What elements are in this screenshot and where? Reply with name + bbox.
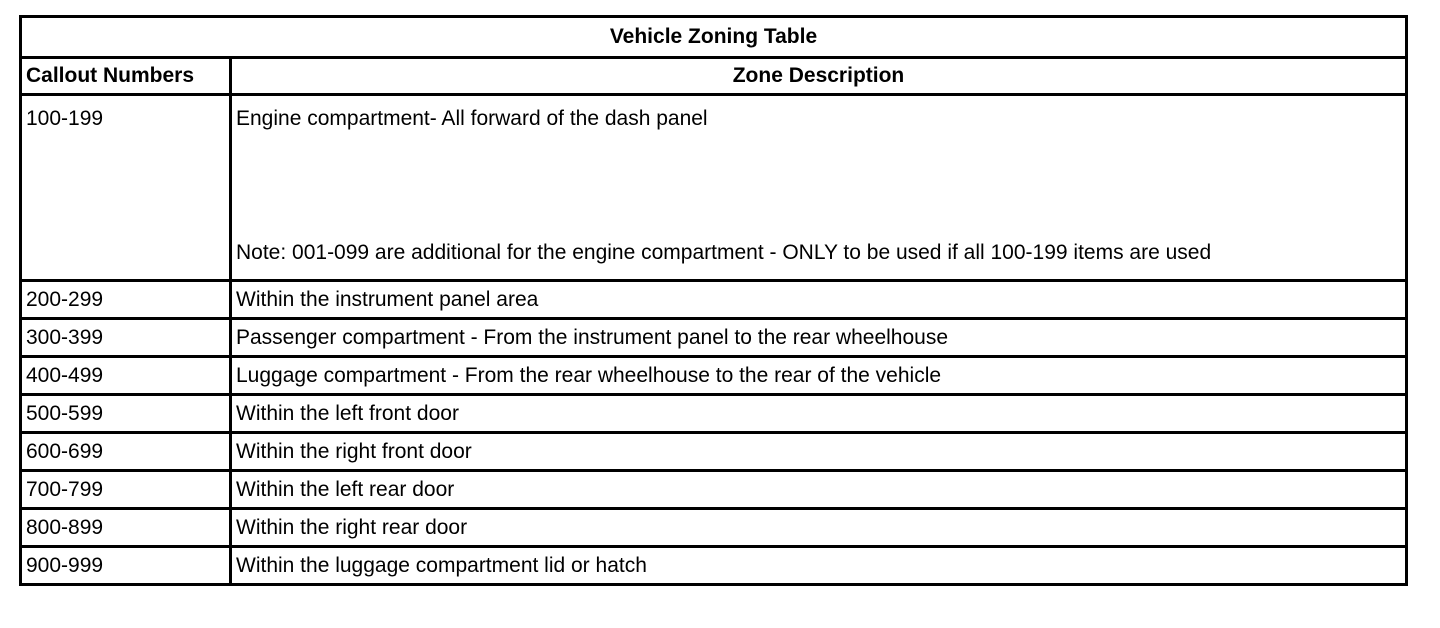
description-cell: Within the right rear door xyxy=(231,509,1407,547)
description-cell xyxy=(231,95,1407,281)
description-cell: Luggage compartment - From the rear wheelhouse to the rear of the vehicle xyxy=(231,357,1407,395)
table-title-row xyxy=(21,17,1407,58)
table-row xyxy=(21,319,1407,357)
callout-cell: 400-499 xyxy=(21,357,231,395)
description-text: Engine compartment- All forward of the dash panel xyxy=(236,107,708,130)
callout-cell: 200-299 xyxy=(21,281,231,319)
description-cell: Within the instrument panel area xyxy=(231,281,1407,319)
description-cell: Passenger compartment - From the instrument panel to the rear wheelhouse xyxy=(231,319,1407,357)
table-header-row xyxy=(21,58,1407,95)
callout-cell: 800-899 xyxy=(21,509,231,547)
table-row xyxy=(21,395,1407,433)
table-row xyxy=(21,357,1407,395)
description-cell: Within the left rear door xyxy=(231,471,1407,509)
callout-cell: 300-399 xyxy=(21,319,231,357)
callout-cell: 900-999 xyxy=(21,547,231,585)
table-row xyxy=(21,95,1407,281)
header-callout-numbers: Callout Numbers xyxy=(21,58,231,95)
table-row xyxy=(21,509,1407,547)
callout-cell: 100-199 xyxy=(21,95,231,281)
table-row xyxy=(21,471,1407,509)
callout-cell: 600-699 xyxy=(21,433,231,471)
table-row xyxy=(21,281,1407,319)
table-row xyxy=(21,547,1407,585)
callout-cell: 500-599 xyxy=(21,395,231,433)
vehicle-zoning-table xyxy=(19,15,1408,586)
table-title: Vehicle Zoning Table xyxy=(21,17,1407,58)
description-cell: Within the luggage compartment lid or hatch xyxy=(231,547,1407,585)
description-note: Note: 001-099 are additional for the engine compartment - ONLY to be used if all 100-199 items are used xyxy=(236,241,1212,264)
callout-cell: 700-799 xyxy=(21,471,231,509)
header-zone-description: Zone Description xyxy=(231,58,1407,95)
description-cell: Within the left front door xyxy=(231,395,1407,433)
description-cell: Within the right front door xyxy=(231,433,1407,471)
table-row xyxy=(21,433,1407,471)
